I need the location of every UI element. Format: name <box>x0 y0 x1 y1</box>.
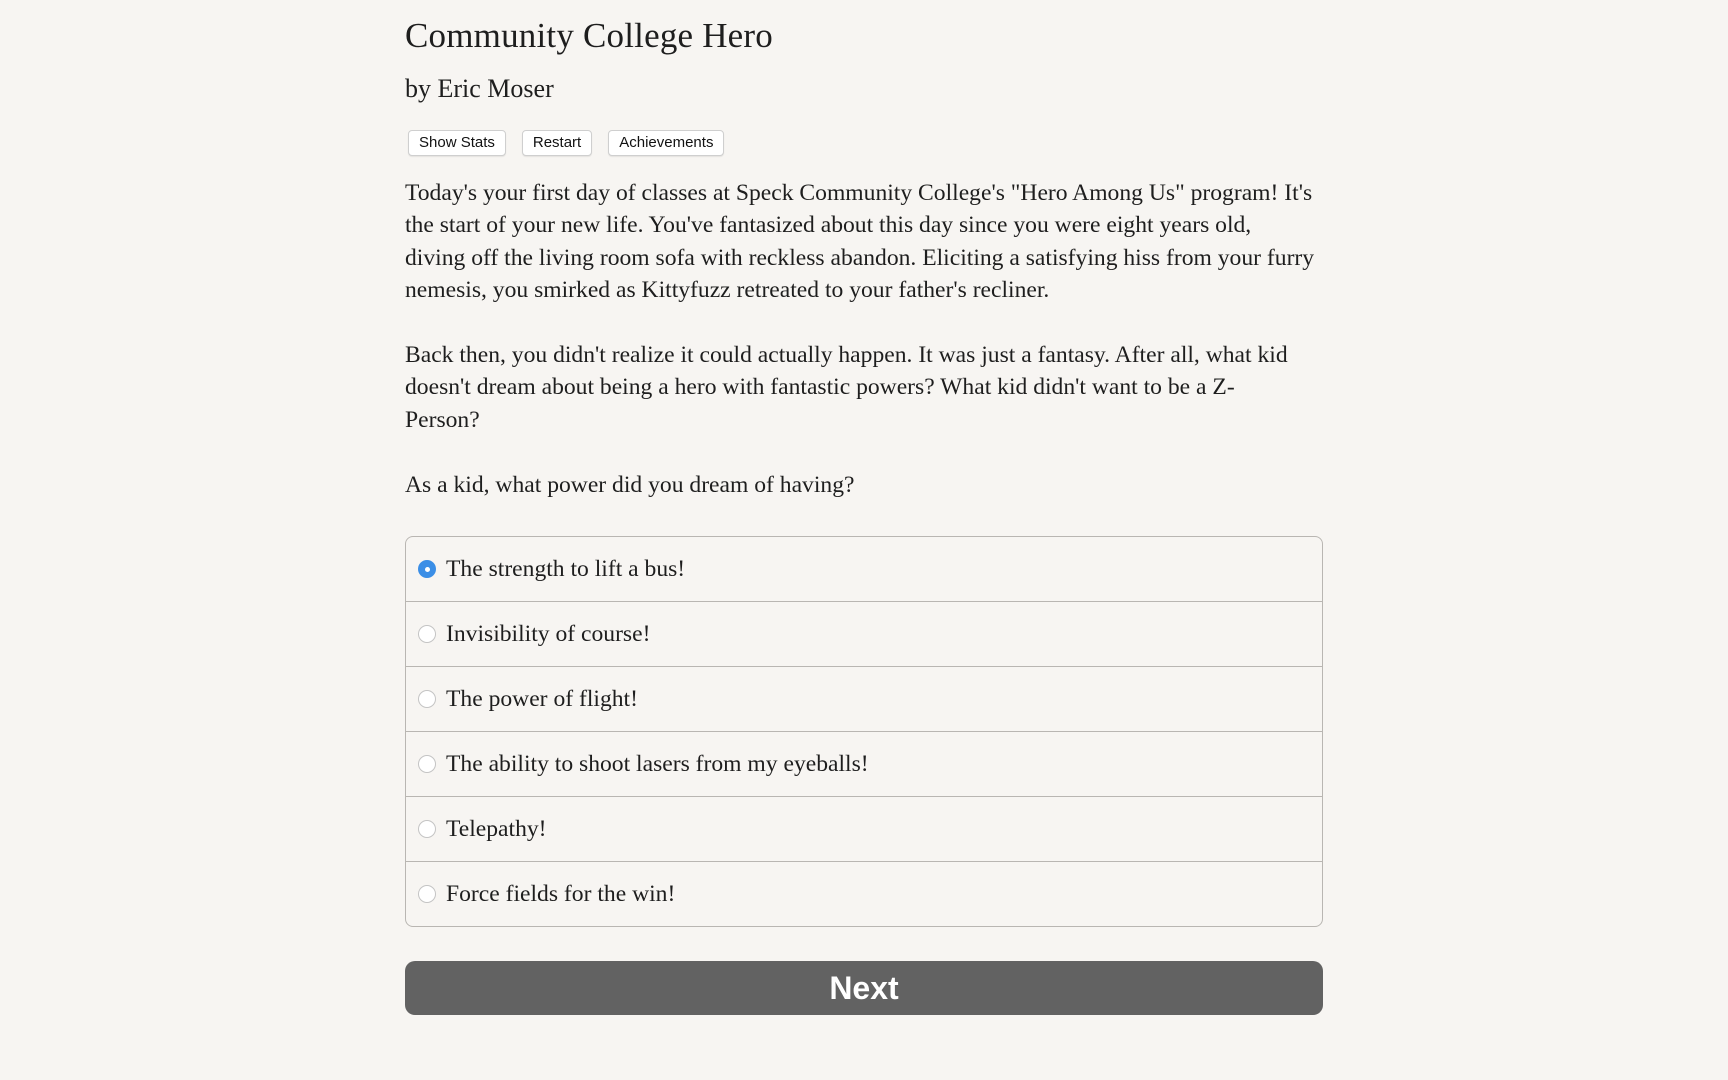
choice-label: Invisibility of course! <box>446 620 651 647</box>
show-stats-button[interactable]: Show Stats <box>408 130 506 156</box>
text-line: Back then, you didn't realize it could actually happen. It was just a fantasy. After all, what kid <box>405 342 1288 368</box>
text-line: As a kid, what power did you dream of having? <box>405 472 855 498</box>
text-line: the start of your new life. You've fantasized about this day since you were eight years old, <box>405 212 1252 239</box>
story-paragraph-2 <box>405 339 1288 436</box>
choice-option[interactable] <box>406 796 1322 861</box>
game-title: Community College Hero <box>405 16 773 55</box>
choice-label: Telepathy! <box>446 815 547 842</box>
choice-list <box>405 536 1323 927</box>
choice-label: The ability to shoot lasers from my eyeballs! <box>446 750 869 777</box>
radio-icon[interactable] <box>418 625 436 643</box>
radio-icon[interactable] <box>418 820 436 838</box>
toolbar <box>408 130 724 156</box>
choice-option[interactable] <box>406 601 1322 666</box>
text-line: diving off the living room sofa with reckless abandon. Eliciting a satisfying hiss from your furry <box>405 244 1315 271</box>
text-line: doesn't dream about being a hero with fantastic powers? What kid didn't want to be a Z- <box>405 374 1235 401</box>
restart-button[interactable]: Restart <box>522 130 592 156</box>
question-prompt <box>405 469 854 501</box>
choice-label: The power of flight! <box>446 685 638 712</box>
choice-label: The strength to lift a bus! <box>446 555 686 582</box>
radio-icon[interactable] <box>418 885 436 903</box>
text-line: nemesis, you smirked as Kittyfuzz retreated to your father's recliner. <box>405 277 1050 304</box>
radio-selected-icon[interactable] <box>418 560 436 578</box>
author-byline: by Eric Moser <box>405 74 554 103</box>
story-paragraph-1 <box>405 177 1314 307</box>
radio-icon[interactable] <box>418 690 436 708</box>
radio-icon[interactable] <box>418 755 436 773</box>
choice-label: Force fields for the win! <box>446 880 676 907</box>
achievements-button[interactable]: Achievements <box>608 130 724 156</box>
text-line: Person? <box>405 406 480 433</box>
next-button[interactable]: Next <box>405 961 1323 1015</box>
choice-option[interactable] <box>406 731 1322 796</box>
choice-option[interactable] <box>406 861 1322 926</box>
choice-option[interactable] <box>406 666 1322 731</box>
choice-option[interactable] <box>406 537 1322 601</box>
text-line: Today's your first day of classes at Speck Community College's "Hero Among Us" program! It's <box>405 180 1313 206</box>
